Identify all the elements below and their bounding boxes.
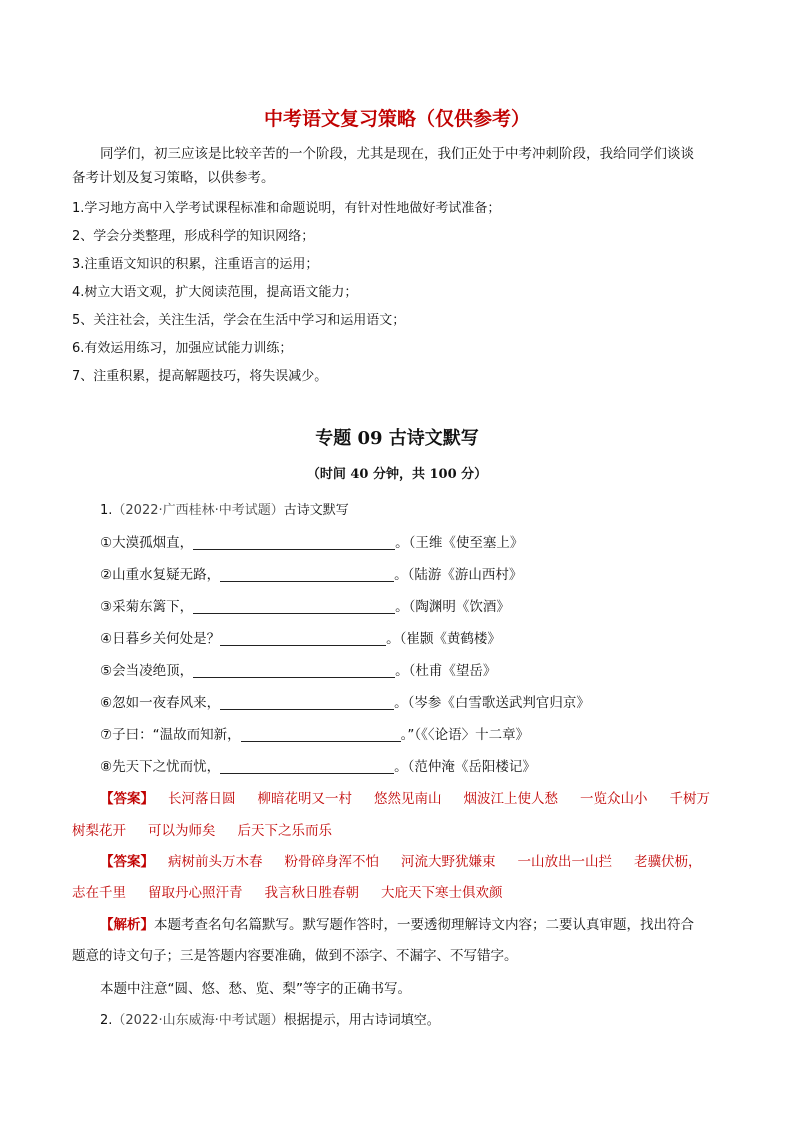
answer-blank[interactable] (220, 631, 386, 646)
list-item: 1.学习地方高中入学考试课程标准和命题说明，有针对性地做好考试准备； (72, 201, 501, 216)
fill-prompt: ⑤会当凌绝顶， (100, 663, 194, 679)
fill-source: 。（范仲淹《岳阳楼记》 (394, 759, 536, 775)
question-source: （2022·山东威海·中考试题） (112, 1013, 284, 1028)
answer-block-2 (100, 850, 702, 870)
fill-prompt: ④日暮乡关何处是？ (100, 631, 221, 647)
topic-time: （时间 40 分钟，共 100 分） (306, 467, 488, 482)
fill-item (100, 595, 510, 615)
fill-source: 。（王维《使至塞上》 (395, 535, 524, 551)
fill-source: 。”（《〈论语〉十二章》 (400, 727, 530, 743)
fill-prompt: ①大漠孤烟直， (100, 535, 194, 551)
fill-prompt: ⑦子曰：“温故而知新， (100, 727, 241, 743)
fill-source: 。（陶渊明《饮酒》 (395, 599, 510, 615)
question-text: 古诗文默写 (283, 503, 349, 518)
answer-tag: 【答案】 (100, 791, 154, 807)
answer-item: 后天下之乐而乐 (237, 823, 332, 839)
answer-item: 树梨花开 (72, 823, 126, 839)
list-item: 2、学会分类整理，形成科学的知识网络； (72, 229, 315, 244)
fill-prompt: ⑧先天下之忧而忧， (100, 759, 221, 775)
answer-item: 柳暗花明又一村 (257, 791, 352, 807)
answer-block-2-cont (72, 881, 503, 901)
fill-prompt: ⑥忽如一夜春风来， (100, 695, 221, 711)
answer-blank[interactable] (241, 727, 401, 742)
answer-blank[interactable] (193, 599, 395, 614)
list-item: 5、关注社会，关注生活，学会在生活中学习和运用语文； (72, 313, 406, 328)
fill-prompt: ②山重水复疑无路， (100, 567, 221, 583)
fill-source: 。（崔颢《黄鹤楼》 (386, 631, 501, 647)
answer-item: 千树万 (669, 791, 710, 807)
list-item: 3.注重语文知识的积累，注重语言的运用； (72, 257, 319, 272)
answer-block-1 (100, 787, 710, 807)
analysis-line-3: 本题中注意“圆、悠、愁、览、梨”等字的正确书写。 (100, 981, 411, 997)
fill-item (100, 563, 522, 583)
answer-item: 悠然见南山 (374, 791, 442, 807)
fill-item (100, 723, 529, 743)
question-number: 1. (100, 503, 113, 518)
fill-item (100, 627, 501, 647)
fill-item (100, 755, 536, 775)
answer-item: 留取丹心照汗青 (148, 885, 243, 901)
intro-line-2: 备考计划及复习策略，以供参考。 (72, 170, 275, 186)
analysis-line-1 (100, 913, 694, 933)
fill-item (100, 531, 523, 551)
list-item: 7、注重积累，提高解题技巧，将失误减少。 (72, 369, 328, 384)
topic-title: 专题 09 古诗文默写 (315, 428, 479, 449)
fill-item (100, 691, 590, 711)
question-source: （2022·广西桂林·中考试题） (112, 503, 284, 518)
answer-tag: 【答案】 (100, 854, 154, 870)
fill-prompt: ③采菊东篱下， (100, 599, 194, 615)
answer-item: 老骥伏枥， (634, 854, 702, 870)
answer-blank[interactable] (220, 695, 394, 710)
answer-blank[interactable] (220, 567, 394, 582)
intro-line-1: 同学们，初三应该是比较辛苦的一个阶段，尤其是现在，我们正处于中考冲刺阶段，我给同学们谈谈 (100, 146, 694, 162)
answer-item: 一山放出一山拦 (517, 854, 612, 870)
list-item: 4.树立大语文观，扩大阅读范围，提高语文能力； (72, 285, 358, 300)
analysis-line-2: 题意的诗文句子；三是答题内容要准确，做到不添字、不漏字、不写错字。 (72, 948, 518, 964)
answer-block-1-cont (72, 819, 332, 839)
question-1-header (100, 499, 349, 518)
fill-source: 。（岑参《白雪歌送武判官归京》 (394, 695, 590, 711)
answer-item: 一览众山小 (580, 791, 648, 807)
answer-item: 可以为师矣 (148, 823, 216, 839)
fill-source: 。（杜甫《望岳》 (395, 663, 497, 679)
answer-item: 病树前头万木春 (168, 854, 263, 870)
question-2-header (100, 1009, 440, 1028)
fill-item (100, 659, 496, 679)
question-number: 2. (100, 1013, 113, 1028)
list-item: 6.有效运用练习，加强应试能力训练； (72, 341, 293, 356)
answer-blank[interactable] (220, 759, 394, 774)
answer-item: 烟波江上使人愁 (463, 791, 558, 807)
analysis-text: 本题考查名句名篇默写。默写题作答时，一要透彻理解诗文内容；二要认真审题，找出符合 (154, 917, 694, 933)
answer-item: 长河落日圆 (168, 791, 236, 807)
answer-blank[interactable] (193, 535, 395, 550)
page-title: 中考语文复习策略（仅供参考） (263, 108, 530, 130)
question-text: 根据提示，用古诗词填空。 (283, 1013, 440, 1028)
answer-item: 志在千里 (72, 885, 126, 901)
answer-blank[interactable] (193, 663, 395, 678)
answer-item: 我言秋日胜春朝 (264, 885, 359, 901)
answer-item: 大庇天下寒士俱欢颜 (381, 885, 503, 901)
analysis-tag: 【解析】 (100, 917, 154, 933)
answer-item: 河流大野犹嫌束 (401, 854, 496, 870)
answer-item: 粉骨碎身浑不怕 (284, 854, 379, 870)
fill-source: 。（陆游《游山西村》 (394, 567, 523, 583)
